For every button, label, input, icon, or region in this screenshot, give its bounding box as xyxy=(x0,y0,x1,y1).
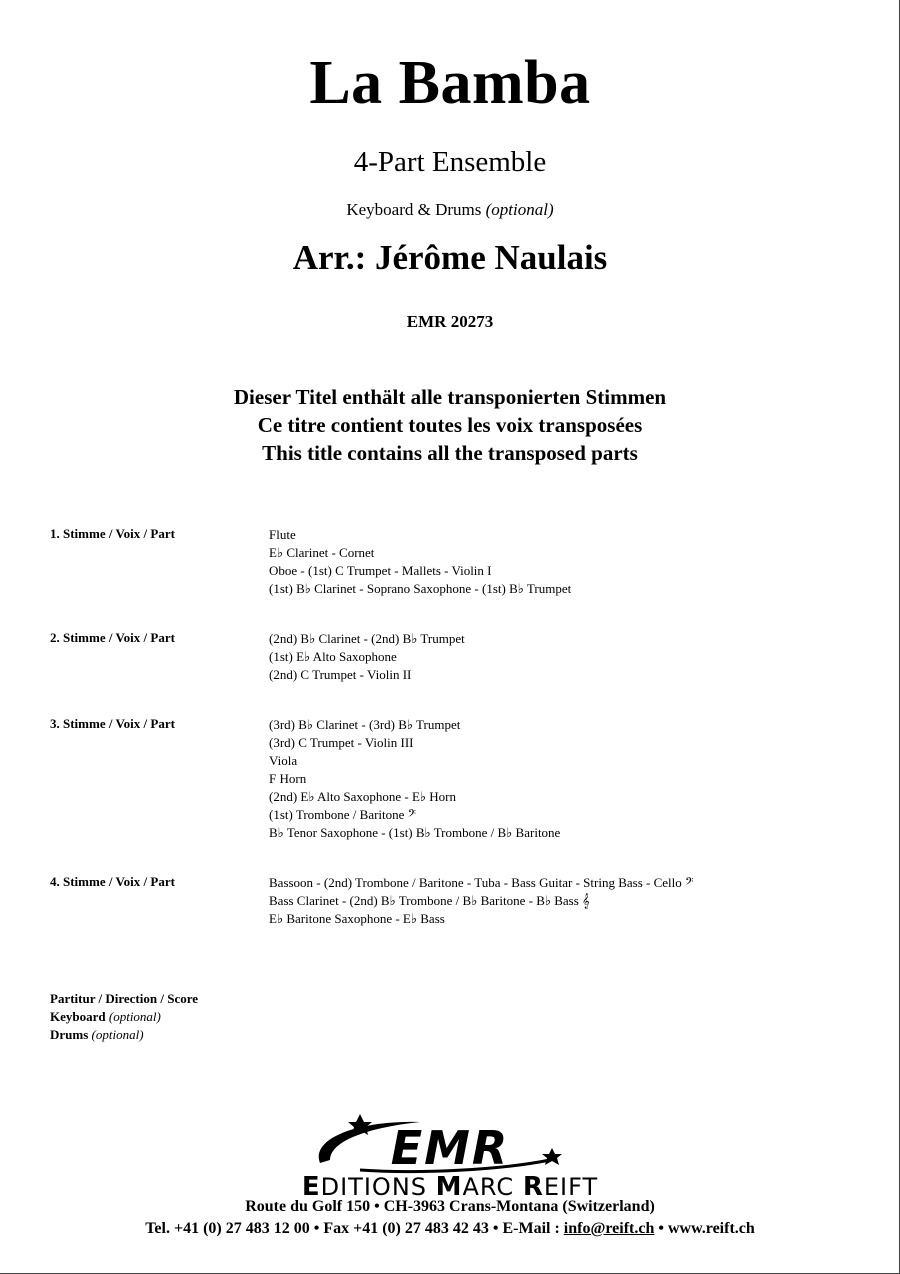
instrumentation-optional: (optional) xyxy=(485,200,554,219)
instrument-line: (2nd) C Trumpet - Violin II xyxy=(269,667,412,682)
instrument-line: B♭ Tenor Saxophone - (1st) B♭ Trombone / B♭ Baritone xyxy=(269,825,561,840)
instrument-line: (1st) Trombone / Baritone 𝄢 xyxy=(269,807,417,822)
notice-english: This title contains all the transposed parts xyxy=(262,441,638,465)
contact-website: • www.reift.ch xyxy=(654,1220,755,1237)
keyboard-optional: (optional) xyxy=(108,1009,161,1024)
drums-label: Drums xyxy=(50,1027,89,1042)
piece-title: La Bamba xyxy=(309,49,591,117)
publisher-name-text: ARC xyxy=(462,1173,523,1201)
drums-line xyxy=(50,1026,198,1044)
part-instrument-list xyxy=(269,630,465,684)
instrument-line: (1st) B♭ Clarinet - Soprano Saxophone - (1st) B♭ Trumpet xyxy=(269,581,572,596)
part-heading: 4. Stimme / Voix / Part xyxy=(50,874,175,889)
publisher-name-text: EIFT xyxy=(543,1173,599,1201)
additional-parts xyxy=(50,990,198,1044)
ensemble-subtitle: 4-Part Ensemble xyxy=(353,146,547,178)
instrumentation-text: Keyboard & Drums xyxy=(346,200,482,219)
publisher-name-text: DITIONS xyxy=(320,1173,436,1201)
part-instrument-list xyxy=(269,874,693,928)
notice-french: Ce titre contient toutes les voix transposées xyxy=(257,413,643,437)
publisher-contact xyxy=(0,1220,900,1238)
publisher-name-initial: R xyxy=(522,1172,544,1202)
transposed-parts-notice xyxy=(0,383,900,467)
instrument-line: (2nd) B♭ Clarinet - (2nd) B♭ Trumpet xyxy=(269,631,465,646)
publisher-name-initial: M xyxy=(435,1172,463,1202)
logo-text: EMR xyxy=(390,1121,510,1175)
instrument-line: Oboe - (1st) C Trumpet - Mallets - Violin I xyxy=(269,563,492,578)
catalog-number: EMR 20273 xyxy=(406,312,494,331)
instrument-line: (2nd) E♭ Alto Saxophone - E♭ Horn xyxy=(269,789,457,804)
instrument-line: Flute xyxy=(269,527,296,542)
instrument-line: E♭ Baritone Saxophone - E♭ Bass xyxy=(269,911,445,926)
notice-german: Dieser Titel enthält alle transponierten Stimmen xyxy=(233,385,667,409)
keyboard-label: Keyboard xyxy=(50,1009,106,1024)
publisher-address: Route du Golf 150 • CH-3963 Crans-Montana (Switzerland) xyxy=(245,1198,655,1215)
drums-optional: (optional) xyxy=(91,1027,144,1042)
instrument-line: Viola xyxy=(269,753,298,768)
instrument-line: F Horn xyxy=(269,771,307,786)
instrument-line: Bassoon - (2nd) Trombone / Baritone - Tuba - Bass Guitar - String Bass - Cello 𝄢 xyxy=(269,875,694,890)
keyboard-line xyxy=(50,1008,198,1026)
instrument-line: (3rd) C Trumpet - Violin III xyxy=(269,735,414,750)
instrument-line: (3rd) B♭ Clarinet - (3rd) B♭ Trumpet xyxy=(269,717,461,732)
arranger-credit: Arr.: Jérôme Naulais xyxy=(292,238,608,277)
part-instrument-list xyxy=(269,526,571,598)
instrument-line: E♭ Clarinet - Cornet xyxy=(269,545,375,560)
instrumentation-line xyxy=(0,200,900,220)
publisher-name-initial: E xyxy=(301,1172,321,1202)
emr-logo xyxy=(300,1108,600,1178)
part-heading: 1. Stimme / Voix / Part xyxy=(50,526,175,541)
score-label: Partitur / Direction / Score xyxy=(50,991,199,1006)
email-link[interactable]: info@reift.ch xyxy=(563,1220,655,1237)
part-instrument-list xyxy=(269,716,560,842)
part-heading: 2. Stimme / Voix / Part xyxy=(50,630,175,645)
contact-phone-fax: Tel. +41 (0) 27 483 12 00 • Fax +41 (0) 27 483 42 43 • E-Mail : xyxy=(145,1220,564,1237)
instrument-line: (1st) E♭ Alto Saxophone xyxy=(269,649,397,664)
part-heading: 3. Stimme / Voix / Part xyxy=(50,716,175,731)
instrument-line: Bass Clarinet - (2nd) B♭ Trombone / B♭ Baritone - B♭ Bass 𝄞 xyxy=(269,893,590,908)
